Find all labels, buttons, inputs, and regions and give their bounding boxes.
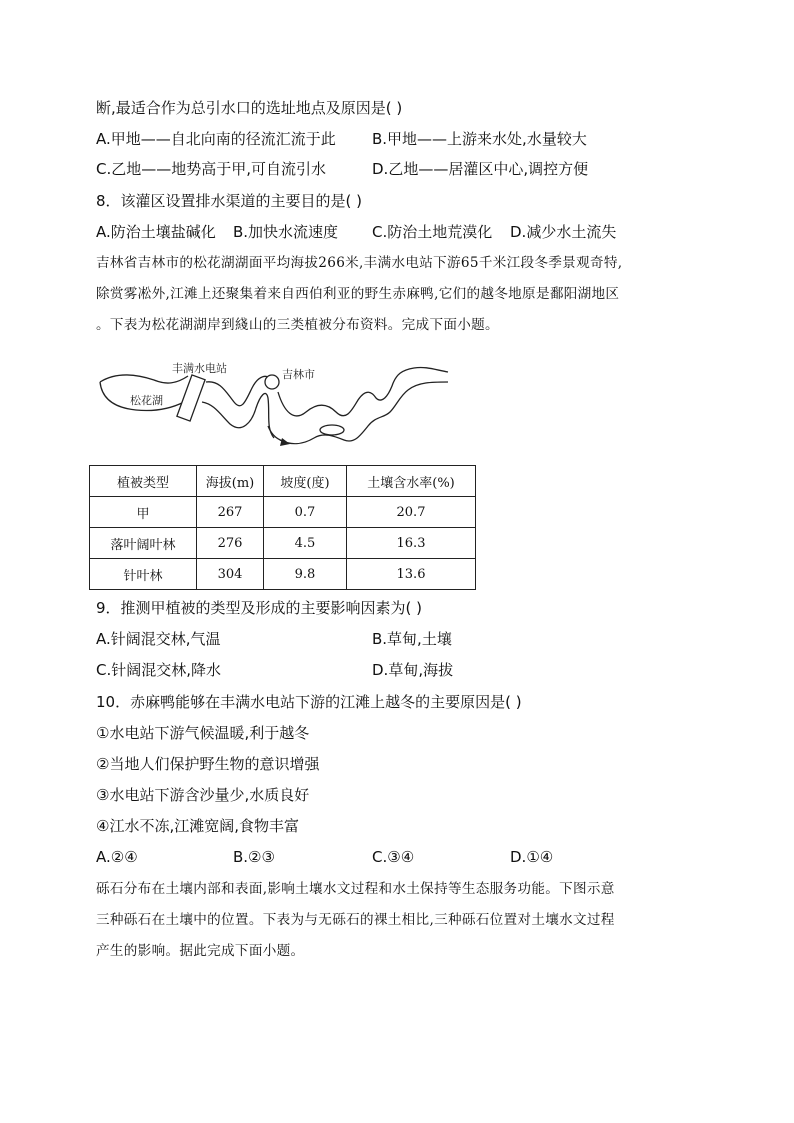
q7-option-a: A.甲地——自北向南的径流汇流于此 bbox=[96, 130, 336, 148]
table-row bbox=[90, 559, 476, 590]
q8-option-a: A.防治土壤盐碱化 bbox=[96, 223, 216, 241]
q10-option-c: C.③④ bbox=[372, 848, 415, 866]
passage-line: 除赏雾凇外,江滩上还聚集着来自西伯利亚的野生赤麻鸭,它们的越冬地原是鄱阳湖地区 bbox=[96, 286, 620, 302]
q8-option-c: C.防治土地荒漠化 bbox=[372, 223, 493, 241]
city-label: 吉林市 bbox=[282, 369, 315, 381]
passage-songhua-lake bbox=[96, 248, 706, 341]
dam-block bbox=[177, 375, 205, 421]
table-header-row bbox=[90, 466, 476, 497]
lake-label: 松花湖 bbox=[130, 395, 163, 407]
table-row bbox=[90, 528, 476, 559]
passage-line: 砾石分布在土壤内部和表面,影响土壤水文过程和水土保持等生态服务功能。下图示意 bbox=[96, 881, 615, 897]
passage-gravel bbox=[96, 874, 706, 967]
q8-option-d: D.减少水土流失 bbox=[510, 223, 617, 241]
table-cell: 13.6 bbox=[347, 559, 476, 590]
table-header: 坡度(度) bbox=[264, 466, 347, 497]
songhua-river-map bbox=[96, 352, 456, 456]
q7-stem: 断,最适合作为总引水口的选址地点及原因是( ) bbox=[96, 99, 403, 117]
river-island bbox=[320, 425, 344, 435]
passage-line: 吉林省吉林市的松花湖湖面平均海拔266米,丰满水电站下游65千米江段冬季景观奇特, bbox=[96, 255, 623, 271]
passage-line: 。下表为松花湖湖岸到綫山的三类植被分布资料。完成下面小题。 bbox=[96, 317, 499, 333]
q10-stem: 10．赤麻鸭能够在丰满水电站下游的江滩上越冬的主要原因是( ) bbox=[96, 693, 522, 711]
q9-option-c: C.针阔混交林,降水 bbox=[96, 661, 222, 679]
table-row bbox=[90, 497, 476, 528]
table-cell: 267 bbox=[197, 497, 264, 528]
q8-option-b: B.加快水流速度 bbox=[233, 223, 339, 241]
q10-item-2: ②当地人们保护野生物的意识增强 bbox=[96, 755, 320, 773]
table-cell: 9.8 bbox=[264, 559, 347, 590]
q7-option-c: C.乙地——地势高于甲,可自流引水 bbox=[96, 160, 327, 178]
q10-option-a: A.②④ bbox=[96, 848, 138, 866]
table-header: 土壤含水率(%) bbox=[347, 466, 476, 497]
passage-line: 产生的影响。据此完成下面小题。 bbox=[96, 943, 305, 959]
q10-option-d: D.①④ bbox=[510, 848, 554, 866]
river-bank-upper bbox=[206, 376, 272, 405]
table-cell: 针叶林 bbox=[90, 559, 197, 590]
vegetation-table bbox=[89, 465, 476, 590]
table-cell: 4.5 bbox=[264, 528, 347, 559]
table-cell: 20.7 bbox=[347, 497, 476, 528]
q10-option-b: B.②③ bbox=[233, 848, 275, 866]
table-cell: 304 bbox=[197, 559, 264, 590]
q10-item-1: ①水电站下游气候温暖,利于越冬 bbox=[96, 724, 310, 742]
table-cell: 16.3 bbox=[347, 528, 476, 559]
q9-option-a: A.针阔混交林,气温 bbox=[96, 630, 221, 648]
q9-option-b: B.草甸,土壤 bbox=[372, 630, 452, 648]
q7-option-b: B.甲地——上游来水处,水量较大 bbox=[372, 130, 587, 148]
q10-item-4: ④江水不冻,江滩宽阔,食物丰富 bbox=[96, 817, 299, 835]
city-marker bbox=[265, 375, 279, 389]
q10-item-3: ③水电站下游含沙量少,水质良好 bbox=[96, 786, 310, 804]
dam-label: 丰满水电站 bbox=[172, 363, 227, 375]
table-cell: 0.7 bbox=[264, 497, 347, 528]
q8-stem: 8．该灌区设置排水渠道的主要目的是( ) bbox=[96, 192, 363, 210]
table-header: 植被类型 bbox=[90, 466, 197, 497]
table-cell: 甲 bbox=[90, 497, 197, 528]
lake-bank-upper bbox=[100, 375, 188, 383]
q9-option-d: D.草甸,海拔 bbox=[372, 661, 454, 679]
q7-option-d: D.乙地——居灌区中心,调控方便 bbox=[372, 160, 589, 178]
passage-line: 三种砾石在土壤中的位置。下表为与无砾石的裸土相比,三种砾石位置对土壤水文过程 bbox=[96, 912, 615, 928]
flow-arrowhead bbox=[280, 438, 290, 446]
table-cell: 276 bbox=[197, 528, 264, 559]
q9-stem: 9．推测甲植被的类型及形成的主要影响因素为( ) bbox=[96, 599, 423, 617]
table-cell: 落叶阔叶林 bbox=[90, 528, 197, 559]
table-header: 海拔(m) bbox=[197, 466, 264, 497]
river-bank-lower bbox=[202, 393, 274, 438]
